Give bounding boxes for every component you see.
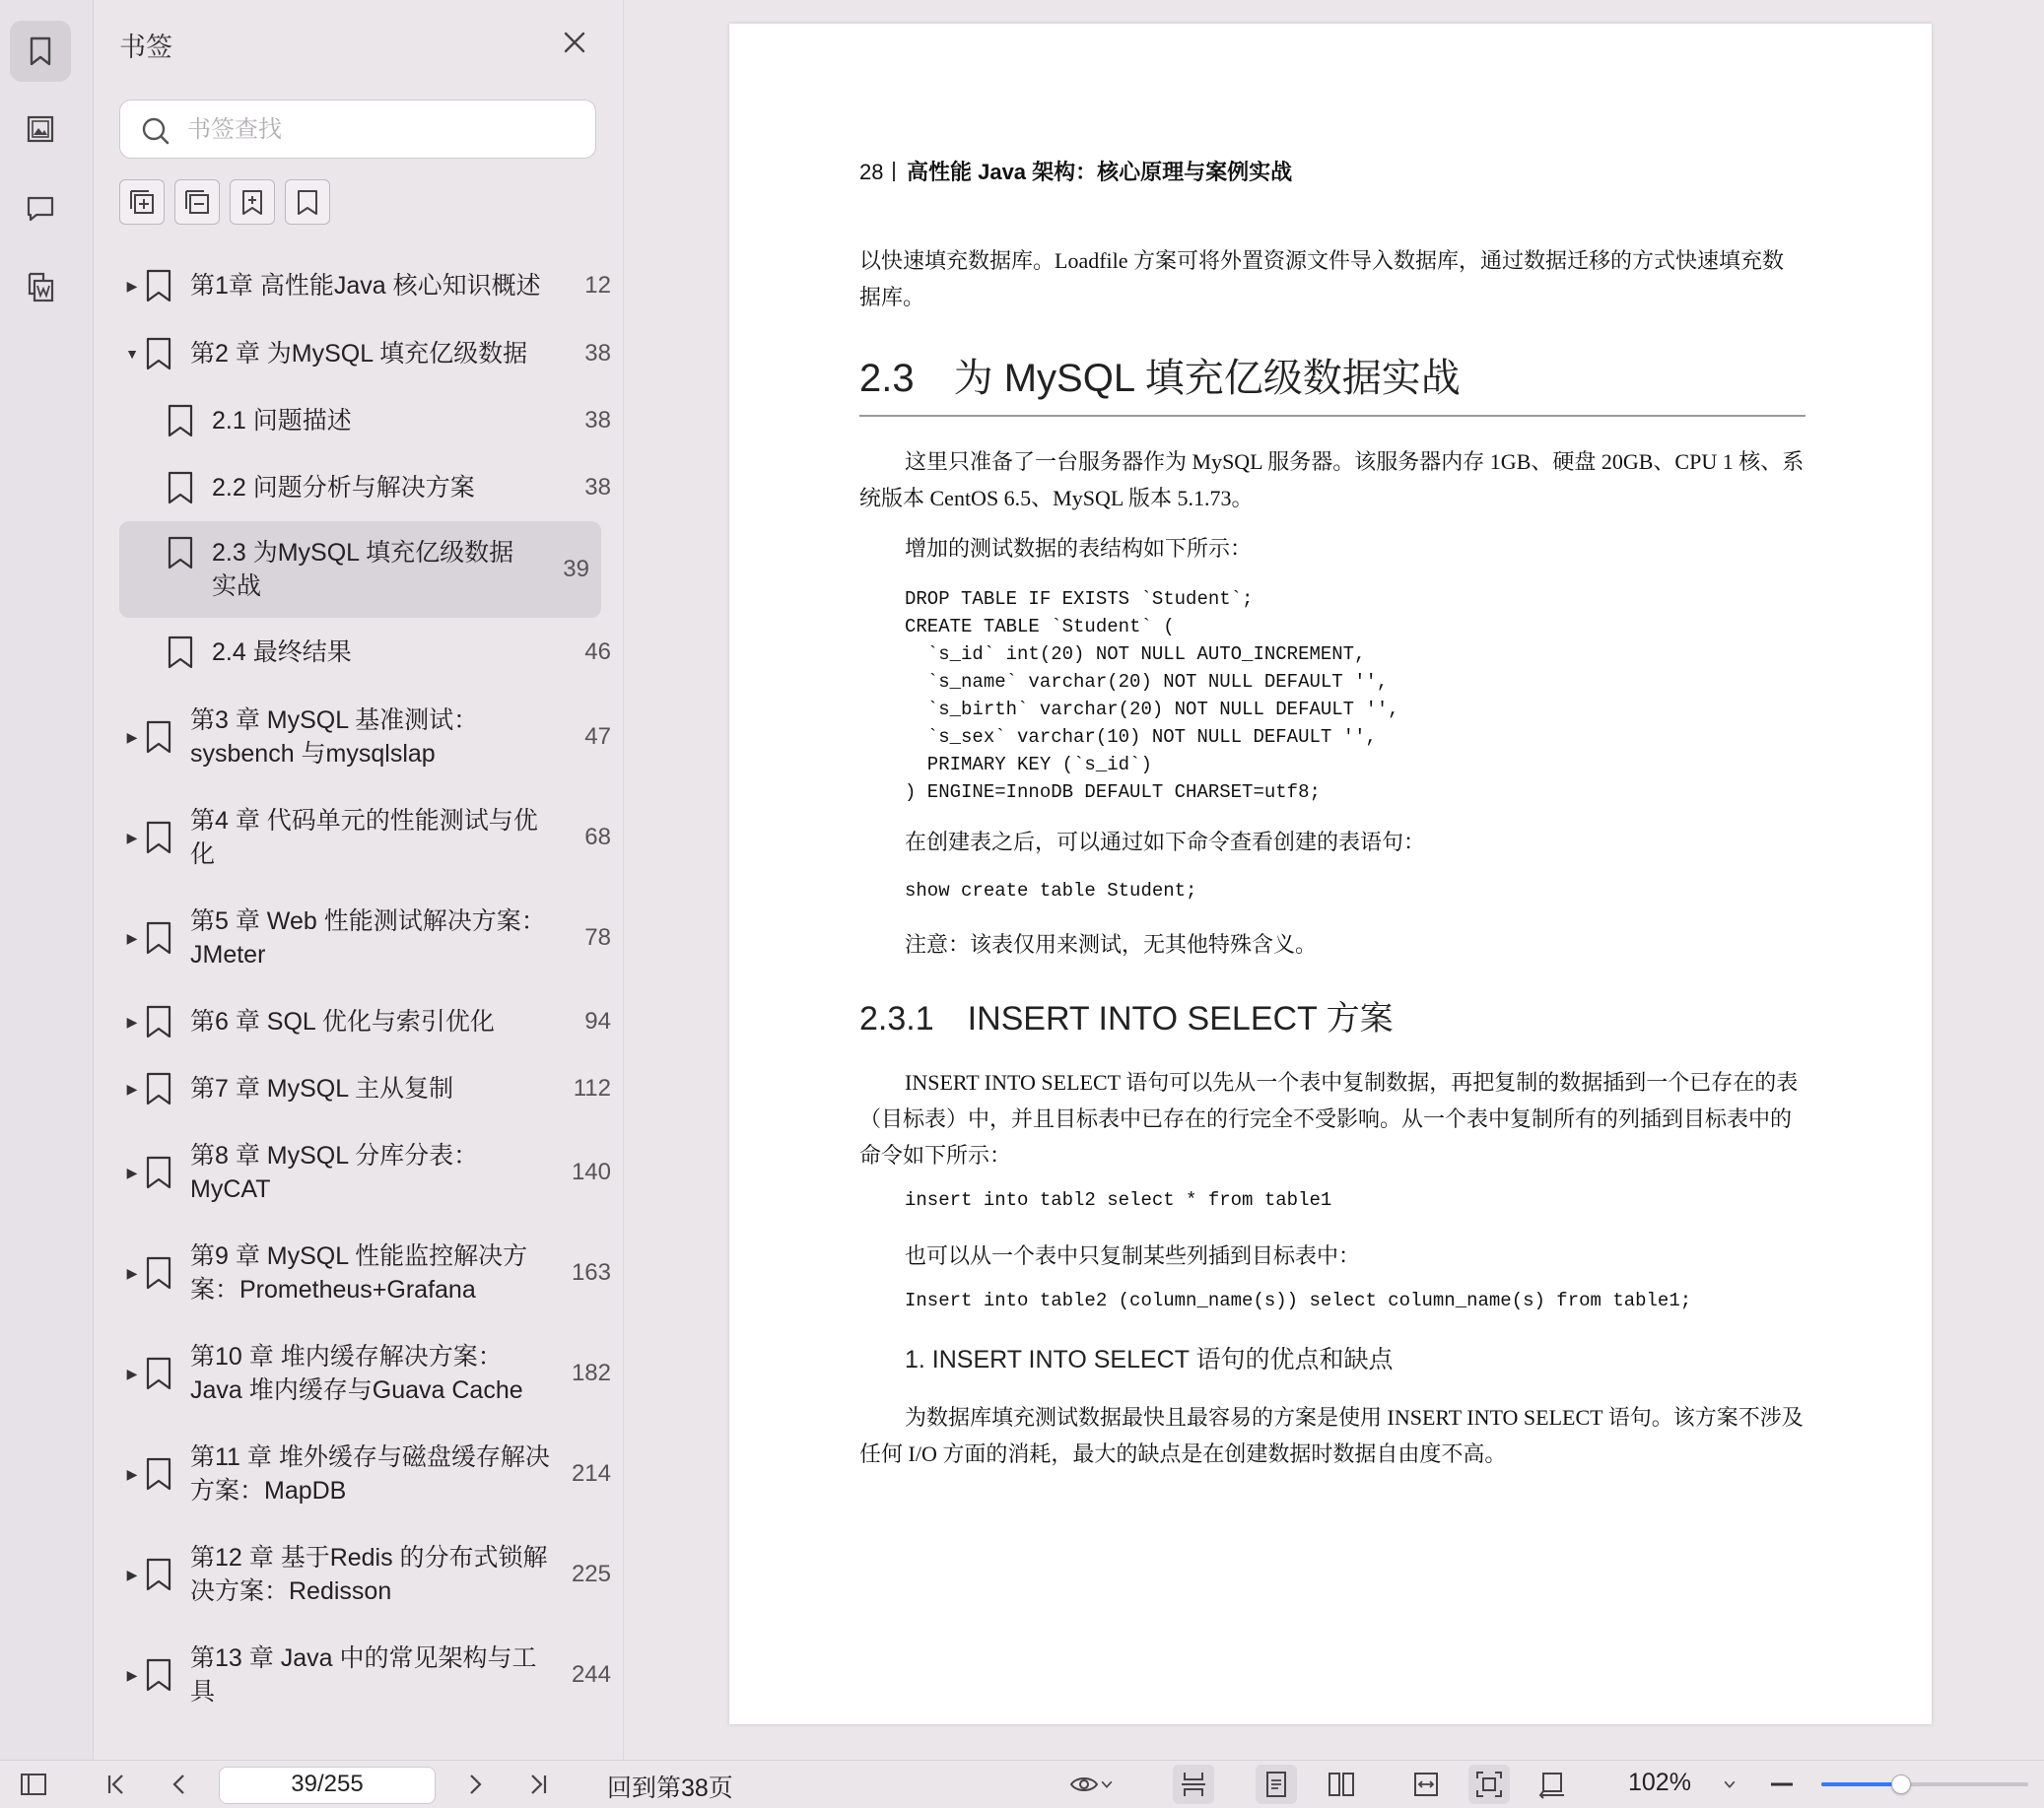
bookmark-item[interactable] — [94, 1625, 623, 1725]
sidebar-rail — [0, 0, 94, 1760]
collapse-all-button[interactable] — [174, 179, 220, 225]
bookmark-icon — [145, 1557, 176, 1592]
page-number: 28 — [859, 160, 884, 184]
comment-panel-button[interactable] — [10, 177, 71, 238]
eye-icon — [1069, 1770, 1099, 1799]
bookmark-label: 第1章 高性能Java 核心知识概述 — [190, 272, 541, 300]
minus-icon — [1767, 1770, 1797, 1799]
bookmark-icon — [145, 820, 176, 855]
bookmark-page: 38 — [584, 474, 611, 501]
bookmark-label: 第10 章 堆内缓存解决方案：Java 堆内缓存与Guava Cache — [190, 1343, 523, 1404]
bookmark-icon — [24, 34, 57, 68]
comment-icon — [24, 191, 57, 225]
bookmark-page: 140 — [571, 1159, 611, 1185]
bookmark-page: 94 — [584, 1008, 611, 1035]
add-bookmark-button[interactable] — [230, 179, 275, 225]
bookmark-icon — [167, 470, 198, 505]
first-page-button[interactable] — [99, 1761, 134, 1808]
go-back-link[interactable]: 回到第38页 — [607, 1775, 733, 1802]
expand-arrow-icon[interactable]: ▶ — [126, 929, 138, 946]
bookmark-item[interactable] — [94, 1122, 623, 1223]
running-header — [859, 156, 1806, 186]
bookmark-item[interactable] — [94, 618, 623, 687]
last-page-icon — [523, 1770, 553, 1799]
bookmark-label: 2.3 为MySQL 填充亿级数据实战 — [212, 539, 514, 600]
minor-heading: 1. INSERT INTO SELECT 语句的优点和缺点 — [905, 1346, 1394, 1373]
bookmark-toolbar — [119, 179, 330, 225]
image-icon — [24, 112, 57, 146]
bookmark-label: 2.4 最终结果 — [212, 638, 352, 666]
bookmark-icon — [167, 403, 198, 438]
expand-arrow-icon[interactable]: ▶ — [126, 1365, 138, 1381]
zoom-slider-handle[interactable] — [1891, 1775, 1911, 1794]
bookmark-label: 2.2 问题分析与解决方案 — [212, 474, 475, 502]
collapse-all-icon — [182, 187, 212, 217]
bookmark-icon — [145, 268, 176, 303]
bookmark-item[interactable] — [94, 1424, 623, 1524]
expand-arrow-icon[interactable]: ▶ — [126, 1465, 138, 1482]
bookmark-search — [119, 100, 596, 159]
bookmark-item[interactable] — [94, 387, 623, 454]
bookmark-label: 第5 章 Web 性能测试解决方案：JMeter — [190, 907, 546, 969]
bookmark-page: 225 — [571, 1561, 611, 1587]
section-heading: 2.3 为 MySQL 填充亿级数据实战 — [859, 347, 1806, 417]
paragraph: 在创建表之后，可以通过如下命令查看创建的表语句： — [905, 830, 1426, 854]
bookmark-item-selected[interactable] — [119, 521, 601, 618]
bookmark-panel-button[interactable] — [10, 21, 71, 82]
expand-arrow-icon[interactable]: ▶ — [126, 1080, 138, 1097]
bookmark-item[interactable] — [94, 1223, 623, 1323]
fit-page-button[interactable] — [1468, 1765, 1510, 1804]
bookmark-label: 第2 章 为MySQL 填充亿级数据 — [190, 340, 528, 368]
bookmark-item[interactable] — [94, 1524, 623, 1625]
code-block: Insert into table2 (column_name(s)) select column_name(s) from table1; — [905, 1290, 1692, 1311]
bookmark-panel — [94, 0, 624, 1760]
last-page-button[interactable] — [520, 1761, 556, 1808]
add-bookmark-icon — [238, 187, 267, 217]
bookmark-label: 第8 章 MySQL 分库分表：MyCAT — [190, 1142, 479, 1203]
panel-title: 书签 — [119, 33, 172, 62]
zoom-slider-fill — [1821, 1782, 1900, 1786]
fit-page-icon — [1474, 1770, 1504, 1799]
bookmark-item[interactable] — [94, 454, 623, 521]
chevron-down-icon — [1722, 1776, 1737, 1792]
bookmark-page: 244 — [571, 1661, 611, 1688]
bookmark-item[interactable] — [94, 1323, 623, 1424]
single-page-button[interactable] — [1256, 1765, 1297, 1804]
bookmark-icon — [167, 535, 198, 570]
bookmark-page: 38 — [584, 340, 611, 367]
zoom-level[interactable]: 102% — [1628, 1769, 1691, 1796]
bookmark-page: 46 — [584, 638, 611, 665]
paragraph: 注意：该表仅用来测试，无其他特殊含义。 — [905, 932, 1318, 957]
view-mode-dropdown[interactable] — [1062, 1761, 1122, 1808]
expand-all-button[interactable] — [119, 179, 165, 225]
thumbnail-panel-button[interactable] — [10, 99, 71, 160]
expand-arrow-icon[interactable]: ▶ — [126, 1164, 138, 1180]
document-icon — [24, 270, 57, 303]
zoom-slider[interactable] — [1821, 1782, 2028, 1786]
bookmark-icon — [145, 1004, 176, 1039]
expand-arrow-icon[interactable]: ▶ — [126, 1013, 138, 1030]
collapse-arrow-icon[interactable]: ▼ — [125, 346, 139, 362]
bookmark-page: 163 — [571, 1259, 611, 1286]
bookmark-label: 2.1 问题描述 — [212, 407, 352, 435]
bookmark-button[interactable] — [285, 179, 330, 225]
bottom-toolbar — [0, 1760, 2044, 1808]
bookmark-icon — [145, 1155, 176, 1190]
bookmark-label: 第12 章 基于Redis 的分布式锁解决方案：Redisson — [190, 1544, 548, 1605]
document-panel-button[interactable] — [10, 256, 71, 317]
expand-all-icon — [127, 187, 157, 217]
bookmark-label: 第11 章 堆外缓存与磁盘缓存解决方案：MapDB — [190, 1443, 550, 1505]
bookmark-list — [94, 251, 623, 1725]
sidebar-icon — [19, 1770, 48, 1799]
prev-page-button[interactable] — [162, 1761, 197, 1808]
bookmark-page: 39 — [563, 556, 589, 582]
bookmark-icon — [145, 1356, 176, 1391]
bookmark-icon — [145, 920, 176, 956]
bookmark-item[interactable] — [94, 888, 623, 988]
subsection-heading: 2.3.1 INSERT INTO SELECT 方案 — [859, 1000, 1394, 1038]
bookmark-page: 47 — [584, 723, 611, 750]
code-block: DROP TABLE IF EXISTS `Student`; CREATE TABLE `Student` ( `s_id` int(20) NOT NULL AUTO_INCREMENT, `s_name` varchar(20) NOT NULL DEFAULT '', `s_birth` varchar(20) NOT NULL DEFAULT '', `s_sex` varchar(10) NOT NULL DEFAULT '', PRIMARY KEY (`s_id`) ) ENGINE=InnoDB DEFAULT CHARSET=utf8; — [905, 588, 1399, 803]
paragraph: 也可以从一个表中只复制某些列插到目标表中： — [905, 1243, 1361, 1268]
close-panel-button[interactable] — [560, 28, 589, 57]
expand-arrow-icon[interactable]: ▶ — [126, 1264, 138, 1281]
bookmark-item[interactable] — [94, 320, 623, 387]
bookmark-page: 112 — [573, 1075, 611, 1102]
bookmark-icon — [145, 1456, 176, 1492]
bookmark-icon — [145, 1255, 176, 1291]
two-page-button[interactable] — [1321, 1761, 1362, 1808]
pdf-page — [729, 24, 1932, 1724]
zoom-out-button[interactable] — [1764, 1761, 1800, 1808]
bookmark-label: 第9 章 MySQL 性能监控解决方案：Prometheus+Grafana — [190, 1242, 528, 1304]
bookmark-icon — [167, 635, 198, 670]
bookmark-page: 78 — [584, 924, 611, 951]
code-block: insert into tabl2 select * from table1 — [905, 1189, 1332, 1211]
first-page-icon — [102, 1770, 131, 1799]
paragraph: 为数据库填充测试数据最快且最容易的方案是使用 INSERT INTO SELECT 语句。该方案不涉及任何 I/O 方面的消耗，最大的缺点是在创建数据时数据自由度不高。 — [859, 1405, 1804, 1466]
bookmark-search-input[interactable] — [185, 110, 583, 150]
two-page-icon — [1327, 1770, 1356, 1799]
bookmark-item[interactable] — [94, 988, 623, 1055]
next-page-button[interactable] — [457, 1761, 493, 1808]
expand-arrow-icon[interactable]: ▶ — [126, 277, 138, 294]
expand-arrow-icon[interactable]: ▶ — [126, 728, 138, 745]
bookmark-icon — [145, 1071, 176, 1106]
toggle-sidebar-button[interactable] — [14, 1761, 53, 1808]
rotate-button[interactable] — [1532, 1761, 1573, 1808]
bookmark-item[interactable] — [94, 787, 623, 888]
search-icon — [140, 115, 171, 147]
bookmark-page: 12 — [584, 272, 611, 299]
bookmark-item[interactable] — [94, 1055, 623, 1122]
bookmark-label: 第13 章 Java 中的常见架构与工具 — [190, 1644, 537, 1706]
chevron-down-icon — [1099, 1776, 1115, 1792]
scroll-mode-icon — [1179, 1770, 1208, 1799]
rotate-icon — [1537, 1770, 1567, 1799]
expand-arrow-icon[interactable]: ▶ — [126, 1666, 138, 1683]
chevron-left-icon — [165, 1770, 194, 1799]
bookmark-page: 182 — [571, 1360, 611, 1386]
zoom-dropdown[interactable] — [1715, 1761, 1744, 1808]
bookmark-page: 68 — [584, 824, 611, 850]
fit-width-button[interactable] — [1405, 1761, 1447, 1808]
bookmark-icon — [293, 187, 322, 217]
bookmark-icon — [145, 719, 176, 755]
expand-arrow-icon[interactable]: ▶ — [126, 1566, 138, 1582]
bookmark-label: 第4 章 代码单元的性能测试与优化 — [190, 807, 538, 868]
paragraph: INSERT INTO SELECT 语句可以先从一个表中复制数据，再把复制的数据插到一个已存在的表（目标表）中，并且目标表中已存在的行完全不受影响。从一个表中复制所有的列插到目标表中的命令如下所示： — [859, 1070, 1799, 1168]
continuous-scroll-button[interactable] — [1173, 1765, 1214, 1804]
expand-arrow-icon[interactable]: ▶ — [126, 829, 138, 845]
bookmark-label: 第7 章 MySQL 主从复制 — [190, 1075, 454, 1103]
paragraph: 这里只准备了一台服务器作为 MySQL 服务器。该服务器内存 1GB、硬盘 20GB、CPU 1 核、系统版本 CentOS 6.5、MySQL 版本 5.1.73。 — [859, 449, 1805, 510]
bookmark-page: 214 — [571, 1460, 611, 1487]
running-title: 高性能 Java 架构：核心原理与案例实战 — [906, 160, 1293, 184]
page-number-input[interactable]: 39/255 — [219, 1767, 436, 1804]
code-block: show create table Student; — [905, 880, 1197, 902]
paragraph: 以快速填充数据库。Loadfile 方案可将外置资源文件导入数据库，通过数据迁移的方式快速填充数据库。 — [859, 248, 1785, 309]
paragraph: 增加的测试数据的表结构如下所示： — [905, 536, 1253, 561]
bookmark-icon — [145, 1657, 176, 1693]
bookmark-item[interactable] — [94, 687, 623, 787]
document-view[interactable] — [624, 0, 2044, 1760]
header-divider — [893, 162, 895, 181]
bookmark-icon — [145, 336, 176, 371]
close-icon — [560, 28, 589, 57]
bookmark-label: 第3 章 MySQL 基准测试：sysbench 与mysqlslap — [190, 706, 479, 768]
bookmark-item[interactable] — [94, 251, 623, 320]
fit-width-icon — [1411, 1770, 1441, 1799]
single-page-icon — [1261, 1770, 1291, 1799]
bookmark-page: 38 — [584, 407, 611, 434]
chevron-right-icon — [460, 1770, 490, 1799]
bookmark-label: 第6 章 SQL 优化与索引优化 — [190, 1008, 495, 1036]
